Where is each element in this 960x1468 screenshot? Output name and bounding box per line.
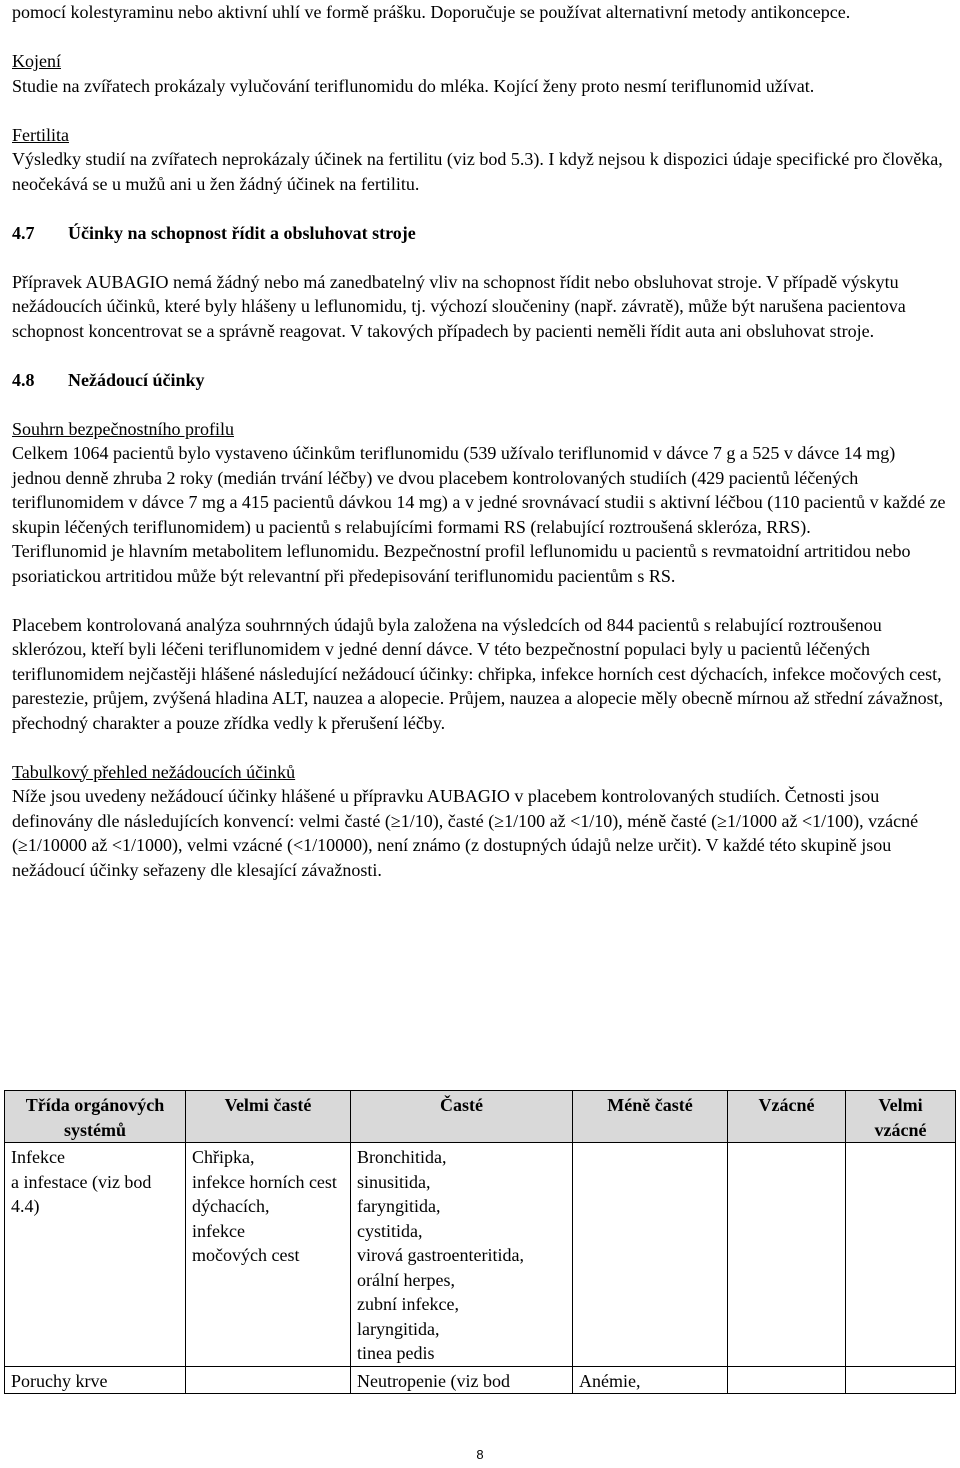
section-4-7-number: 4.7 bbox=[12, 222, 35, 243]
header-very-rare: Velmi vzácné bbox=[846, 1091, 956, 1143]
table-cell bbox=[846, 1366, 956, 1394]
kojeni-heading: Kojení bbox=[12, 51, 61, 71]
table-header-row bbox=[5, 1091, 956, 1143]
section-4-8-number: 4.8 bbox=[12, 369, 35, 390]
table-cell: Poruchy krve bbox=[5, 1366, 186, 1394]
tabular-heading: Tabulkový přehled nežádoucích účinků bbox=[12, 761, 296, 782]
section-4-7-heading bbox=[12, 221, 947, 246]
header-very-common: Velmi časté bbox=[186, 1091, 351, 1143]
section-4-8-heading bbox=[12, 368, 947, 393]
intro-paragraph: pomocí kolestyraminu nebo aktivní uhlí ve formě prášku. Doporučuje se používat alternativní metody antikoncepce. bbox=[12, 2, 851, 22]
table-cell: Bronchitida, sinusitida, faryngitida, cystitida, virová gastroenteritida, orální herpes, zubní infekce, laryngitida, tinea pedis bbox=[351, 1143, 573, 1367]
kojeni-text: Studie na zvířatech prokázaly vylučování teriflunomidu do mléka. Kojící ženy proto nesmí teriflunomid užívat. bbox=[12, 75, 815, 96]
page-number: 8 bbox=[476, 1447, 484, 1462]
safety-paragraph-3: Placebem kontrolovaná analýza souhrnných údajů byla založena na výsledcích od 844 pacientů s relabující roztroušenou sklerózou, kteří byli léčeni teriflunomidem v jedné denní dávce. V této bezpečnostní populaci byly u pacientů léčených teriflunomidem nejčastěji hlášené následující nežádoucí účinky: chřipka, infekce horních cest dýchacích, infekce močových cest, parestezie, průjem, zvýšená hladina ALT, nauzea a alopecie. Průjem, nauzea a alopecie měly obecně mírnou až střední závažnost, přechodný charakter a pouze zřídka vedly k přerušení léčby. bbox=[12, 614, 944, 733]
table-row bbox=[5, 1366, 956, 1394]
safety-paragraph-1: Celkem 1064 pacientů bylo vystaveno účinkům teriflunomidu (539 užívalo teriflunomid v dávce 7 g a 525 v dávce 14 mg) jednou denně zhruba 2 roky (medián trvání léčby) ve dvou placebem kontrolovaných studiích (429 pacientů léčených teriflunomidem v dávce 7 mg a 415 pacientů dávkou 14 mg) a v jedné srovnávací studii s aktivní léčbou (110 pacientů v každé ze skupin léčených teriflunomidem) u pacientů s relabujícími formami RS (relabující roztroušená skleróza, RRS). bbox=[12, 443, 946, 537]
table-cell bbox=[846, 1143, 956, 1367]
adverse-effects-table bbox=[4, 1090, 956, 1394]
table-cell: Chřipka, infekce horních cest dýchacích, infekce močových cest bbox=[186, 1143, 351, 1367]
table-cell bbox=[728, 1143, 846, 1367]
section-4-8-title: Nežádoucí účinky bbox=[68, 369, 205, 390]
table-cell: Anémie, bbox=[573, 1366, 728, 1394]
section-4-7-title: Účinky na schopnost řídit a obsluhovat stroje bbox=[68, 222, 416, 243]
tabular-text: Níže jsou uvedeny nežádoucí účinky hlášené u přípravku AUBAGIO v placebem kontrolovaných studiích. Četnosti jsou definovány dle následujících konvencí: velmi časté (≥1/10), časté (≥1/100 až <1/10), méně časté (≥1/1000 až <1/100), vzácné (≥1/10000 až <1/1000), velmi vzácné (<1/10000), není známo (z dostupných údajů nelze určit). V každé této skupině jsou nežádoucí účinky seřazeny dle klesající závažnosti. bbox=[12, 786, 919, 880]
fertilita-heading: Fertilita bbox=[12, 124, 69, 145]
fertilita-section bbox=[12, 123, 947, 197]
table-cell bbox=[728, 1366, 846, 1394]
table-cell: Neutropenie (viz bod bbox=[351, 1366, 573, 1394]
table-row bbox=[5, 1143, 956, 1367]
header-organ-class: Třída orgánových systémů bbox=[5, 1091, 186, 1143]
safety-heading: Souhrn bezpečnostního profilu bbox=[12, 418, 234, 439]
kojeni-section bbox=[12, 49, 947, 98]
safety-paragraph-2: Teriflunomid je hlavním metabolitem leflunomidu. Bezpečnostní profil leflunomidu u pacientů s revmatoidní artritidou nebo psoriatickou artritidou může být relevantní při předepisování teriflunomidu pacientům s RS. bbox=[12, 541, 911, 586]
tabular-section bbox=[12, 760, 947, 883]
header-uncommon: Méně časté bbox=[573, 1091, 728, 1143]
document-page bbox=[12, 0, 947, 882]
section-4-7-text: Přípravek AUBAGIO nemá žádný nebo má zanedbatelný vliv na schopnost řídit nebo obsluhovat stroje. V případě výskytu nežádoucích účinků, které byly hlášeny u leflunomidu, tj. výchozí sloučeniny (např. závratě), může být narušena pacientova schopnost koncentrovat se a správně reagovat. V takových případech by pacienti neměli řídit auta ani obsluhovat stroje. bbox=[12, 271, 906, 341]
fertilita-text: Výsledky studií na zvířatech neprokázaly účinek na fertilitu (viz bod 5.3). I když nejsou k dispozici údaje specifické pro člověka, neočekává se u mužů ani u žen žádný účinek na fertilitu. bbox=[12, 149, 943, 194]
table-cell bbox=[186, 1366, 351, 1394]
header-common: Časté bbox=[351, 1091, 573, 1143]
safety-section bbox=[12, 417, 947, 736]
header-rare: Vzácné bbox=[728, 1091, 846, 1143]
table-cell: Infekce a infestace (viz bod 4.4) bbox=[5, 1143, 186, 1367]
table-cell bbox=[573, 1143, 728, 1367]
